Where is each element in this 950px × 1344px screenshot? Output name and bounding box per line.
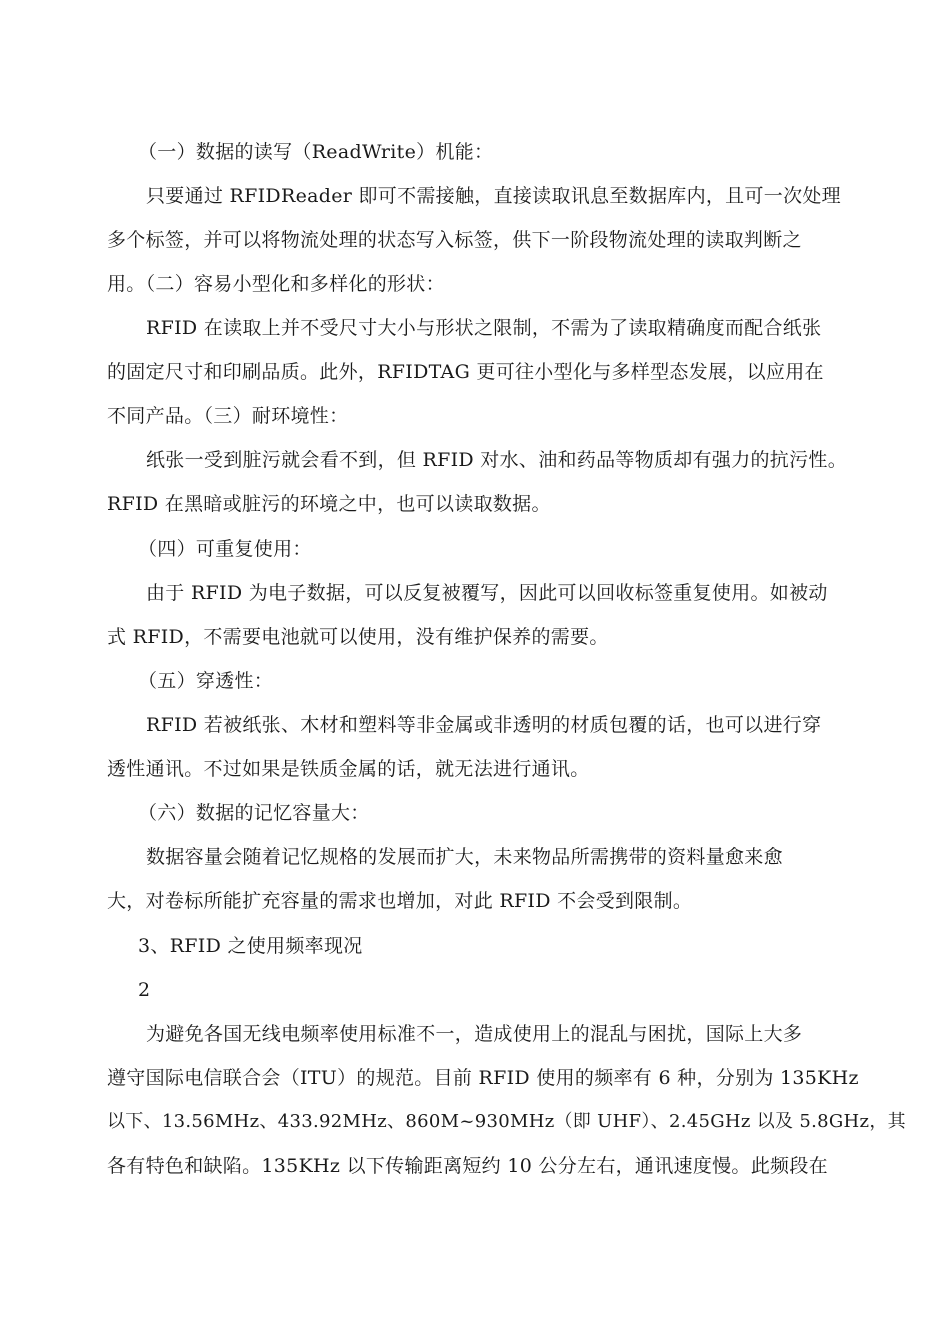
section-heading-1: （一）数据的读写（ReadWrite）机能：: [138, 141, 494, 163]
paragraph-line: 各有特色和缺陷。135KHz 以下传输距离短约 10 公分左右，通讯速度慢。此频段在: [107, 1155, 828, 1177]
section-heading-4: （四）可重复使用：: [138, 538, 312, 560]
paragraph-line: 纸张一受到脏污就会看不到，但 RFID 对水、油和药品等物质却有强力的抗污性。: [146, 449, 848, 471]
paragraph-line: 式 RFID，不需要电池就可以使用，没有维护保养的需要。: [107, 626, 609, 648]
paragraph-line: 为避免各国无线电频率使用标准不一，造成使用上的混乱与困扰，国际上大多: [146, 1023, 803, 1045]
paragraph-line: 多个标签，并可以将物流处理的状态写入标签，供下一阶段物流处理的读取判断之: [107, 229, 802, 251]
paragraph-line: 大，对卷标所能扩充容量的需求也增加，对此 RFID 不会受到限制。: [107, 890, 693, 912]
paragraph-line: RFID 若被纸张、木材和塑料等非金属或非透明的材质包覆的话，也可以进行穿: [146, 714, 822, 736]
section-title-3: 3、RFID 之使用频率现况: [138, 935, 363, 957]
section-heading-6: （六）数据的记忆容量大：: [138, 802, 370, 824]
paragraph-line: 由于 RFID 为电子数据，可以反复被覆写，因此可以回收标签重复使用。如被动: [146, 582, 828, 604]
paragraph-line: 透性通讯。不过如果是铁质金属的话，就无法进行通讯。: [107, 758, 590, 780]
paragraph-line: 不同产品。（三）耐环境性：: [107, 405, 349, 427]
paragraph-line: 用。（二）容易小型化和多样化的形状：: [107, 273, 445, 295]
paragraph-line: 数据容量会随着记忆规格的发展而扩大，未来物品所需携带的资料量愈来愈: [146, 846, 783, 868]
paragraph-line: RFID 在黑暗或脏污的环境之中，也可以读取数据。: [107, 493, 551, 515]
paragraph-line: RFID 在读取上并不受尺寸大小与形状之限制，不需为了读取精确度而配合纸张: [146, 317, 822, 339]
paragraph-line: 只要通过 RFIDReader 即可不需接触，直接读取讯息至数据库内，且可一次处理: [146, 185, 841, 207]
paragraph-line: 的固定尺寸和印刷品质。此外，RFIDTAG 更可往小型化与多样型态发展，以应用在: [107, 361, 824, 383]
paragraph-line: 以下、13.56MHz、433.92MHz、860M~930MHz（即 UHF）、2.45GHz 以及 5.8GHz，其: [107, 1111, 906, 1132]
page-number: 2: [138, 979, 151, 1001]
paragraph-line: 遵守国际电信联合会（ITU）的规范。目前 RFID 使用的频率有 6 种，分别为 135KHz: [107, 1067, 859, 1089]
section-heading-5: （五）穿透性：: [138, 670, 274, 692]
